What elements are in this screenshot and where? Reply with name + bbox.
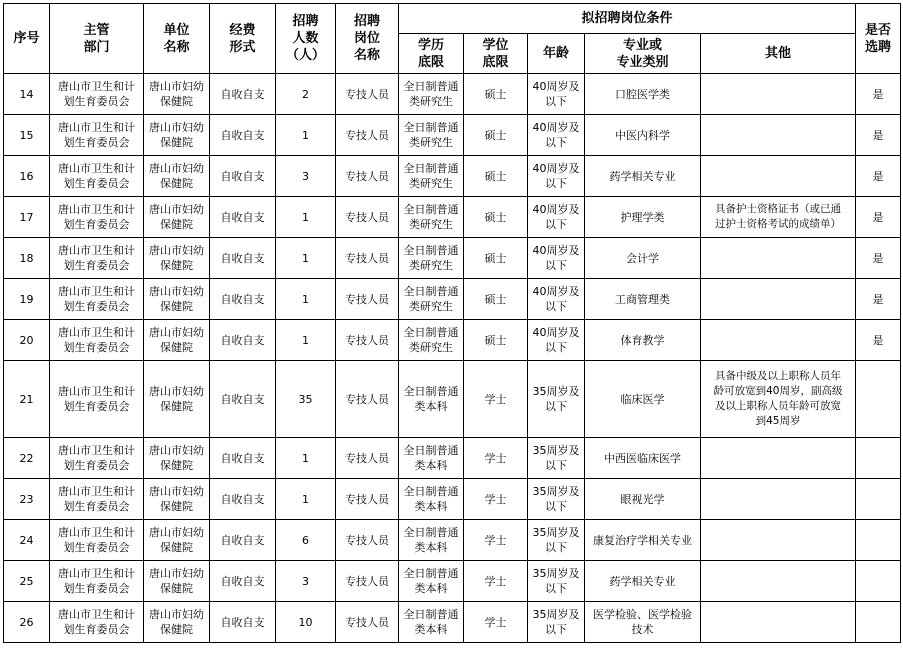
header-major: 专业或 专业类别 — [585, 34, 701, 74]
cell-post: 专技人员 — [336, 520, 399, 561]
cell-funding: 自收自支 — [210, 238, 276, 279]
cell-other — [701, 74, 856, 115]
cell-selected — [856, 602, 901, 643]
cell-unit: 唐山市妇幼 保健院 — [144, 279, 210, 320]
cell-dept: 唐山市卫生和计 划生育委员会 — [50, 156, 144, 197]
cell-funding: 自收自支 — [210, 561, 276, 602]
cell-count: 1 — [276, 279, 336, 320]
table-row — [4, 361, 901, 438]
cell-edu: 全日制普通 类研究生 — [399, 74, 464, 115]
cell-edu: 全日制普通 类研究生 — [399, 279, 464, 320]
table-row — [4, 520, 901, 561]
cell-degree: 硕士 — [464, 115, 528, 156]
cell-post: 专技人员 — [336, 602, 399, 643]
cell-degree: 学士 — [464, 602, 528, 643]
table-row — [4, 479, 901, 520]
cell-other — [701, 279, 856, 320]
cell-degree: 硕士 — [464, 238, 528, 279]
cell-count: 2 — [276, 74, 336, 115]
cell-seq: 17 — [4, 197, 50, 238]
table-row — [4, 156, 901, 197]
cell-unit: 唐山市妇幼 保健院 — [144, 479, 210, 520]
cell-post: 专技人员 — [336, 561, 399, 602]
cell-dept: 唐山市卫生和计 划生育委员会 — [50, 361, 144, 438]
table-row — [4, 197, 901, 238]
cell-other — [701, 520, 856, 561]
cell-edu: 全日制普通 类研究生 — [399, 320, 464, 361]
cell-seq: 16 — [4, 156, 50, 197]
cell-count: 1 — [276, 479, 336, 520]
cell-major: 体育教学 — [585, 320, 701, 361]
cell-selected: 是 — [856, 74, 901, 115]
cell-funding: 自收自支 — [210, 479, 276, 520]
cell-other — [701, 438, 856, 479]
cell-other — [701, 238, 856, 279]
header-selected: 是否 选聘 — [856, 4, 901, 74]
cell-major: 中西医临床医学 — [585, 438, 701, 479]
cell-post: 专技人员 — [336, 115, 399, 156]
cell-age: 35周岁及 以下 — [528, 602, 585, 643]
cell-post: 专技人员 — [336, 438, 399, 479]
cell-edu: 全日制普通 类研究生 — [399, 115, 464, 156]
cell-dept: 唐山市卫生和计 划生育委员会 — [50, 197, 144, 238]
header-edu: 学历 底限 — [399, 34, 464, 74]
cell-degree: 硕士 — [464, 279, 528, 320]
cell-other — [701, 115, 856, 156]
cell-major: 药学相关专业 — [585, 156, 701, 197]
cell-post: 专技人员 — [336, 479, 399, 520]
cell-funding: 自收自支 — [210, 279, 276, 320]
cell-post: 专技人员 — [336, 74, 399, 115]
cell-count: 3 — [276, 156, 336, 197]
cell-dept: 唐山市卫生和计 划生育委员会 — [50, 279, 144, 320]
cell-dept: 唐山市卫生和计 划生育委员会 — [50, 520, 144, 561]
cell-degree: 学士 — [464, 438, 528, 479]
cell-selected: 是 — [856, 279, 901, 320]
header-seq: 序号 — [4, 4, 50, 74]
cell-unit: 唐山市妇幼 保健院 — [144, 361, 210, 438]
cell-funding: 自收自支 — [210, 197, 276, 238]
cell-dept: 唐山市卫生和计 划生育委员会 — [50, 74, 144, 115]
header-funding: 经费 形式 — [210, 4, 276, 74]
cell-age: 35周岁及 以下 — [528, 520, 585, 561]
cell-post: 专技人员 — [336, 361, 399, 438]
cell-seq: 25 — [4, 561, 50, 602]
cell-count: 10 — [276, 602, 336, 643]
cell-edu: 全日制普通 类本科 — [399, 438, 464, 479]
cell-post: 专技人员 — [336, 279, 399, 320]
cell-unit: 唐山市妇幼 保健院 — [144, 602, 210, 643]
cell-selected: 是 — [856, 197, 901, 238]
cell-seq: 22 — [4, 438, 50, 479]
cell-edu: 全日制普通 类本科 — [399, 479, 464, 520]
cell-seq: 15 — [4, 115, 50, 156]
cell-degree: 学士 — [464, 561, 528, 602]
cell-dept: 唐山市卫生和计 划生育委员会 — [50, 602, 144, 643]
cell-major: 中医内科学 — [585, 115, 701, 156]
cell-age: 35周岁及 以下 — [528, 479, 585, 520]
cell-other: 具备护士资格证书（或已通 过护士资格考试的成绩单） — [701, 197, 856, 238]
cell-seq: 20 — [4, 320, 50, 361]
cell-count: 1 — [276, 197, 336, 238]
cell-count: 35 — [276, 361, 336, 438]
cell-unit: 唐山市妇幼 保健院 — [144, 74, 210, 115]
cell-dept: 唐山市卫生和计 划生育委员会 — [50, 238, 144, 279]
cell-age: 40周岁及 以下 — [528, 238, 585, 279]
cell-edu: 全日制普通 类本科 — [399, 561, 464, 602]
cell-selected: 是 — [856, 320, 901, 361]
cell-degree: 硕士 — [464, 320, 528, 361]
recruitment-table — [3, 3, 901, 643]
cell-selected — [856, 520, 901, 561]
cell-age: 35周岁及 以下 — [528, 438, 585, 479]
cell-edu: 全日制普通 类研究生 — [399, 197, 464, 238]
cell-selected: 是 — [856, 115, 901, 156]
header-age: 年龄 — [528, 34, 585, 74]
cell-post: 专技人员 — [336, 320, 399, 361]
cell-funding: 自收自支 — [210, 320, 276, 361]
cell-funding: 自收自支 — [210, 361, 276, 438]
cell-count: 1 — [276, 238, 336, 279]
cell-age: 35周岁及 以下 — [528, 561, 585, 602]
cell-selected: 是 — [856, 156, 901, 197]
cell-seq: 24 — [4, 520, 50, 561]
table-row — [4, 602, 901, 643]
cell-seq: 19 — [4, 279, 50, 320]
cell-major: 眼视光学 — [585, 479, 701, 520]
table-row — [4, 238, 901, 279]
cell-count: 1 — [276, 115, 336, 156]
cell-other — [701, 561, 856, 602]
header-other: 其他 — [701, 34, 856, 74]
cell-dept: 唐山市卫生和计 划生育委员会 — [50, 561, 144, 602]
cell-seq: 14 — [4, 74, 50, 115]
table-row — [4, 279, 901, 320]
cell-age: 40周岁及 以下 — [528, 115, 585, 156]
cell-dept: 唐山市卫生和计 划生育委员会 — [50, 479, 144, 520]
cell-major: 医学检验、医学检验 技术 — [585, 602, 701, 643]
cell-degree: 学士 — [464, 361, 528, 438]
header-post: 招聘 岗位 名称 — [336, 4, 399, 74]
cell-major: 护理学类 — [585, 197, 701, 238]
cell-unit: 唐山市妇幼 保健院 — [144, 197, 210, 238]
cell-post: 专技人员 — [336, 197, 399, 238]
cell-dept: 唐山市卫生和计 划生育委员会 — [50, 115, 144, 156]
cell-unit: 唐山市妇幼 保健院 — [144, 320, 210, 361]
cell-funding: 自收自支 — [210, 520, 276, 561]
cell-count: 1 — [276, 320, 336, 361]
cell-count: 6 — [276, 520, 336, 561]
cell-unit: 唐山市妇幼 保健院 — [144, 561, 210, 602]
cell-major: 临床医学 — [585, 361, 701, 438]
cell-age: 40周岁及 以下 — [528, 279, 585, 320]
cell-major: 口腔医学类 — [585, 74, 701, 115]
cell-seq: 26 — [4, 602, 50, 643]
cell-unit: 唐山市妇幼 保健院 — [144, 438, 210, 479]
cell-seq: 23 — [4, 479, 50, 520]
header-conditions: 拟招聘岗位条件 — [399, 4, 856, 34]
cell-other: 具备中级及以上职称人员年 龄可放宽到40周岁，副高级 及以上职称人员年龄可放宽 到45周岁 — [701, 361, 856, 438]
cell-funding: 自收自支 — [210, 602, 276, 643]
cell-unit: 唐山市妇幼 保健院 — [144, 238, 210, 279]
cell-edu: 全日制普通 类研究生 — [399, 238, 464, 279]
cell-post: 专技人员 — [336, 156, 399, 197]
cell-major: 会计学 — [585, 238, 701, 279]
cell-other — [701, 156, 856, 197]
cell-degree: 学士 — [464, 520, 528, 561]
cell-selected — [856, 438, 901, 479]
cell-edu: 全日制普通 类研究生 — [399, 156, 464, 197]
table-row — [4, 74, 901, 115]
cell-seq: 18 — [4, 238, 50, 279]
cell-edu: 全日制普通 类本科 — [399, 520, 464, 561]
cell-unit: 唐山市妇幼 保健院 — [144, 156, 210, 197]
cell-edu: 全日制普通 类本科 — [399, 602, 464, 643]
cell-major: 康复治疗学相关专业 — [585, 520, 701, 561]
cell-other — [701, 320, 856, 361]
cell-age: 40周岁及 以下 — [528, 197, 585, 238]
cell-age: 35周岁及 以下 — [528, 361, 585, 438]
cell-major: 药学相关专业 — [585, 561, 701, 602]
header-count: 招聘 人数 （人） — [276, 4, 336, 74]
cell-post: 专技人员 — [336, 238, 399, 279]
table-row — [4, 115, 901, 156]
cell-edu: 全日制普通 类本科 — [399, 361, 464, 438]
header-degree: 学位 底限 — [464, 34, 528, 74]
cell-age: 40周岁及 以下 — [528, 74, 585, 115]
cell-selected — [856, 361, 901, 438]
cell-degree: 硕士 — [464, 74, 528, 115]
cell-degree: 硕士 — [464, 197, 528, 238]
cell-unit: 唐山市妇幼 保健院 — [144, 520, 210, 561]
cell-selected — [856, 479, 901, 520]
cell-count: 3 — [276, 561, 336, 602]
cell-major: 工商管理类 — [585, 279, 701, 320]
cell-dept: 唐山市卫生和计 划生育委员会 — [50, 320, 144, 361]
cell-other — [701, 602, 856, 643]
header-unit: 单位 名称 — [144, 4, 210, 74]
cell-age: 40周岁及 以下 — [528, 320, 585, 361]
cell-funding: 自收自支 — [210, 74, 276, 115]
table-row — [4, 320, 901, 361]
cell-degree: 硕士 — [464, 156, 528, 197]
cell-selected — [856, 561, 901, 602]
cell-funding: 自收自支 — [210, 438, 276, 479]
cell-unit: 唐山市妇幼 保健院 — [144, 115, 210, 156]
cell-selected: 是 — [856, 238, 901, 279]
cell-funding: 自收自支 — [210, 115, 276, 156]
table-row — [4, 438, 901, 479]
header-dept: 主管 部门 — [50, 4, 144, 74]
cell-dept: 唐山市卫生和计 划生育委员会 — [50, 438, 144, 479]
cell-age: 40周岁及 以下 — [528, 156, 585, 197]
cell-other — [701, 479, 856, 520]
table-row — [4, 561, 901, 602]
cell-degree: 学士 — [464, 479, 528, 520]
cell-seq: 21 — [4, 361, 50, 438]
cell-count: 1 — [276, 438, 336, 479]
cell-funding: 自收自支 — [210, 156, 276, 197]
